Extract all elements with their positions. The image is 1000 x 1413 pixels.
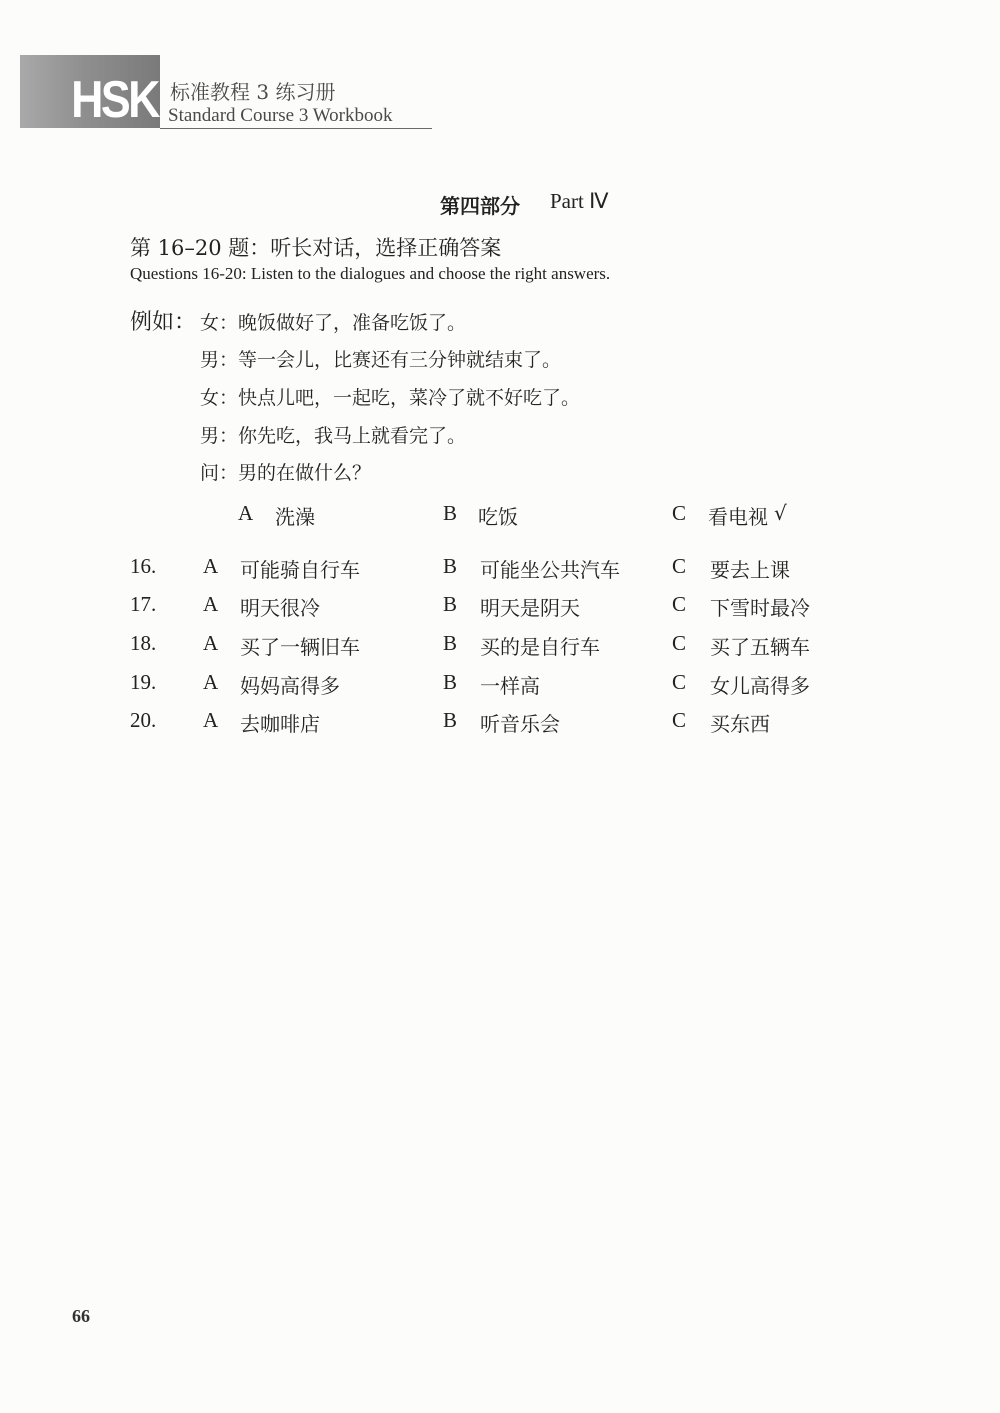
option-text: 妈妈高得多: [240, 674, 340, 698]
example-option-text: 吃饭: [478, 505, 518, 529]
option-text: 买的是自行车: [480, 635, 600, 659]
question-number: 16.: [130, 554, 157, 578]
option-text: 明天是阴天: [480, 596, 580, 620]
option-letter: B: [443, 554, 458, 578]
example-option-text: 看电视: [708, 505, 768, 529]
example-dialogue-line: [200, 308, 466, 335]
dialogue-text: 你先吃，我马上就看完了。: [238, 425, 467, 447]
book-title-en: Standard Course 3 Workbook: [168, 105, 393, 126]
option-letter: C: [672, 670, 687, 694]
question-text: 男的在做什么？: [238, 462, 372, 484]
option-letter: A: [203, 670, 219, 694]
example-question-line: [200, 458, 371, 485]
answer-check-mark: √: [774, 501, 787, 525]
example-label: 例如：: [130, 310, 197, 335]
option-text: 一样高: [480, 674, 540, 698]
speaker-label: 女：: [200, 312, 239, 334]
option-letter: B: [443, 670, 458, 694]
option-letter: B: [443, 592, 458, 616]
question-number: 19.: [130, 670, 157, 694]
option-letter: A: [203, 631, 219, 655]
option-letter: A: [203, 554, 219, 578]
option-letter: B: [443, 631, 458, 655]
question-number: 18.: [130, 631, 157, 655]
example-dialogue-line: [200, 345, 561, 372]
hsk-logo-block: [20, 55, 160, 128]
option-text: 要去上课: [710, 558, 790, 582]
option-text: 去咖啡店: [240, 712, 320, 736]
example-dialogue-line: [200, 383, 580, 410]
hsk-logo-text: HSK: [71, 71, 158, 129]
section-title-en: Part Ⅳ: [550, 189, 609, 213]
example-option-text: 洗澡: [275, 505, 315, 529]
option-letter: B: [443, 708, 458, 732]
instructions-en: Questions 16-20: Listen to the dialogues and choose the right answers.: [130, 264, 611, 283]
dialogue-text: 等一会儿，比赛还有三分钟就结束了。: [238, 349, 562, 371]
example-dialogue-line: [200, 421, 466, 448]
example-option-letter: C: [672, 501, 687, 525]
option-text: 买了五辆车: [710, 635, 810, 659]
page-number: 66: [72, 1306, 90, 1326]
example-option-letter: B: [443, 501, 458, 525]
option-text: 可能骑自行车: [240, 558, 360, 582]
question-number: 17.: [130, 592, 157, 616]
option-letter: C: [672, 631, 687, 655]
speaker-label: 男：: [200, 425, 239, 447]
option-text: 女儿高得多: [710, 674, 810, 698]
dialogue-text: 快点儿吧，一起吃，菜冷了就不好吃了。: [238, 387, 581, 409]
question-number: 20.: [130, 708, 157, 732]
option-text: 下雪时最冷: [710, 596, 810, 620]
option-text: 听音乐会: [480, 712, 560, 736]
speaker-label: 女：: [200, 387, 239, 409]
question-label: 问：: [200, 462, 239, 484]
option-letter: A: [203, 708, 219, 732]
option-text: 明天很冷: [240, 596, 320, 620]
section-title-cn: 第四部分: [440, 194, 520, 218]
speaker-label: 男：: [200, 349, 239, 371]
book-title-cn: 标准教程 3 练习册: [170, 80, 336, 104]
header-divider: [160, 128, 432, 129]
dialogue-text: 晚饭做好了，准备吃饭了。: [238, 312, 467, 334]
option-text: 买东西: [710, 712, 770, 736]
option-text: 买了一辆旧车: [240, 635, 360, 659]
instructions-cn: 第 16–20 题：听长对话，选择正确答案: [130, 236, 502, 260]
option-text: 可能坐公共汽车: [480, 558, 620, 582]
example-option-letter: A: [238, 501, 254, 525]
option-letter: C: [672, 708, 687, 732]
option-letter: A: [203, 592, 219, 616]
option-letter: C: [672, 592, 687, 616]
option-letter: C: [672, 554, 687, 578]
